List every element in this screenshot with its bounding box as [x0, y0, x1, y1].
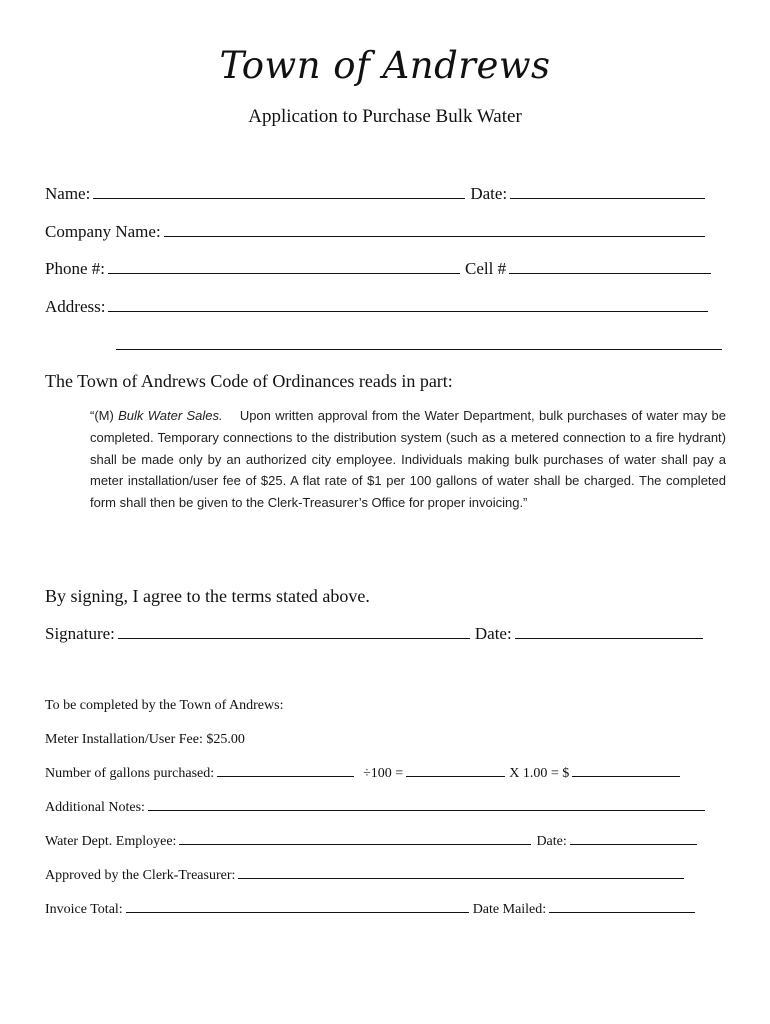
quote-open: “(M): [90, 408, 119, 423]
signature-row: [45, 624, 703, 644]
employee-field[interactable]: [179, 843, 531, 845]
date-mailed-field[interactable]: [549, 911, 695, 913]
ordinance-quote: [90, 405, 726, 514]
phone-row: [45, 259, 711, 279]
page-title: Town of Andrews: [219, 44, 551, 87]
cell-field[interactable]: [509, 272, 711, 274]
signature-date-label: Date:: [474, 624, 512, 643]
notes-label: Additional Notes:: [45, 800, 145, 815]
multiply-label: X 1.00 = $: [509, 766, 570, 781]
cell-label: Cell #: [464, 259, 507, 278]
form-subtitle: Application to Purchase Bulk Water: [248, 106, 522, 127]
approved-label: Approved by the Clerk-Treasurer:: [45, 868, 236, 883]
employee-date-label: Date:: [536, 834, 567, 849]
agreement-statement: By signing, I agree to the terms stated above.: [45, 586, 370, 606]
signature-date-field[interactable]: [515, 637, 703, 639]
name-label: Name:: [45, 184, 91, 203]
signature-label: Signature:: [45, 624, 115, 643]
company-label: Company Name:: [45, 222, 161, 241]
employee-row: [45, 834, 697, 850]
phone-field[interactable]: [108, 272, 460, 274]
employee-label: Water Dept. Employee:: [45, 834, 177, 849]
name-field[interactable]: [93, 197, 465, 199]
quote-body: Upon written approval from the Water Department, bulk purchases of water may be completed. Temporary connections to the distribution system (such as a metered connection to a fire hydrant) shall be made only by an authorized city employee. Individuals making bulk purchases of water shall pay a meter installation/user fee of $25. A flat rate of $1 per 100 gallons of water shall be charged. The completed form shall then be given to the Clerk-Treasurer’s Office for proper invoicing.”: [90, 408, 726, 511]
approved-field[interactable]: [238, 877, 684, 879]
gallons-field[interactable]: [217, 775, 354, 777]
address-row: [45, 297, 708, 317]
quote-title: Bulk Water Sales.: [118, 408, 223, 423]
gallons-row: [45, 766, 680, 782]
invoice-total-field[interactable]: [126, 911, 469, 913]
notes-row: [45, 800, 705, 816]
address-field-line-2[interactable]: [116, 349, 722, 350]
invoice-row: [45, 902, 695, 918]
office-heading: To be completed by the Town of Andrews:: [45, 698, 284, 713]
name-row: [45, 184, 705, 204]
ordinance-heading: The Town of Andrews Code of Ordinances reads in part:: [45, 371, 453, 391]
notes-field[interactable]: [148, 809, 705, 811]
address-label: Address:: [45, 297, 106, 316]
address-field[interactable]: [108, 310, 708, 312]
employee-date-field[interactable]: [570, 843, 697, 845]
company-field[interactable]: [164, 235, 705, 237]
company-row: [45, 222, 705, 242]
gallons-label: Number of gallons purchased:: [45, 766, 215, 781]
phone-label: Phone #:: [45, 259, 105, 278]
date-mailed-label: Date Mailed:: [472, 902, 547, 917]
invoice-label: Invoice Total:: [45, 902, 123, 917]
gallons-total-field[interactable]: [572, 775, 680, 777]
date-field[interactable]: [510, 197, 705, 199]
approved-row: [45, 868, 684, 884]
signature-field[interactable]: [118, 637, 470, 639]
fee-line: Meter Installation/User Fee: $25.00: [45, 732, 245, 747]
date-label: Date:: [470, 184, 508, 203]
divide-result-field[interactable]: [406, 775, 505, 777]
divide-label: ÷100 =: [363, 766, 404, 781]
